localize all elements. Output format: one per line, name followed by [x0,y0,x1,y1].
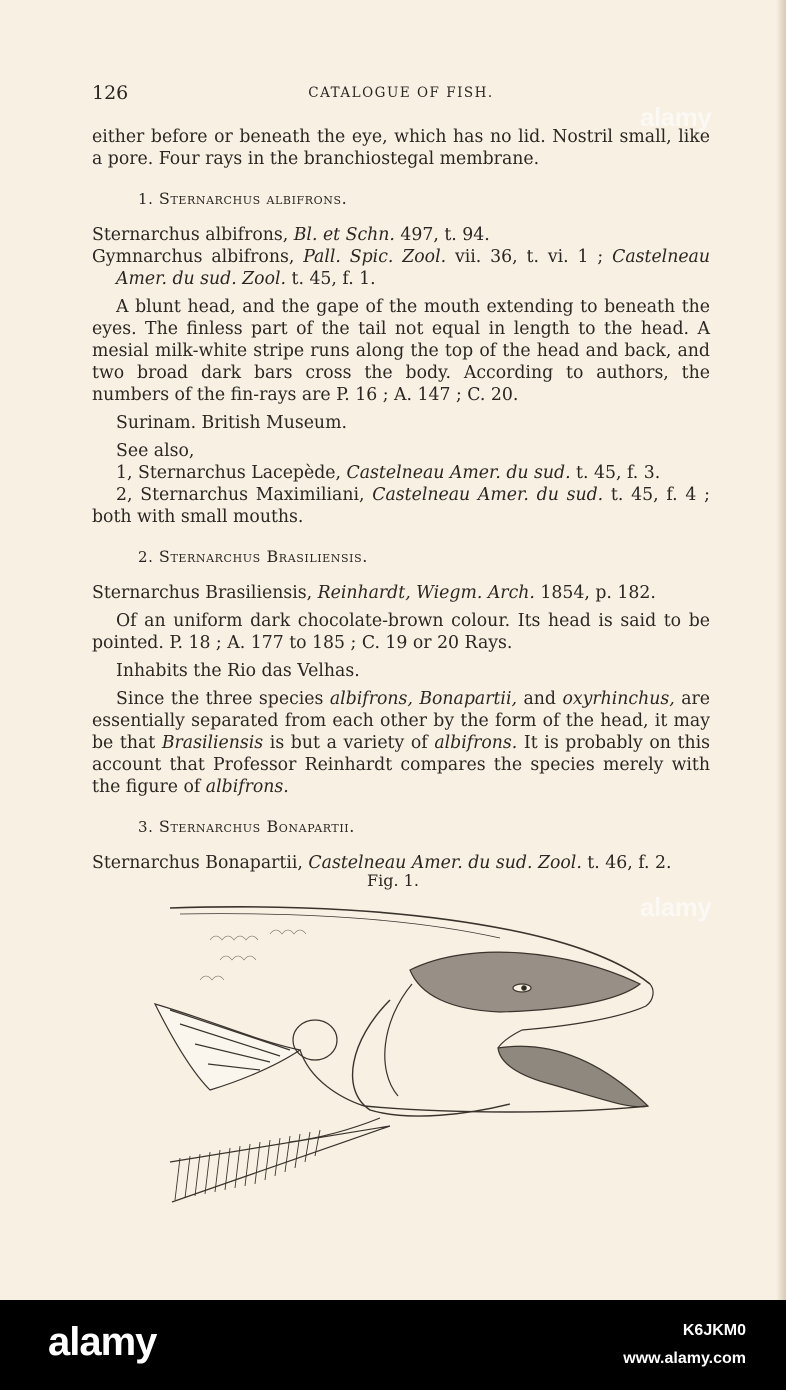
section-title: Sternarchus Bonapartii. [158,817,355,836]
see-also-line: See also, [116,441,195,461]
habitat-line: Inhabits the Rio das Velhas. [116,661,360,681]
watermark: alamy [640,102,712,132]
brand-logo: alamy [48,1320,157,1364]
remark-paragraph: Since the three species albifrons, Bonapartii, and oxyrhinchus, are essentially separated from each other by the form of the head, it may be that Brasiliensis is but a variety of albifrons. It is probably on this account that Professor Reinhardt compares the species merely with the figure of albifrons. [92,689,710,797]
description-paragraph: Of an uniform dark chocolate-brown colour. Its head is said to be pointed. P. 18 ; A. 177 to 185 ; C. 19 or 20 Rays. [92,611,710,653]
section-title: Sternarchus albifrons. [158,189,348,208]
page-number: 126 [92,82,129,104]
running-title: CATALOGUE OF FISH. [308,85,494,101]
see-also-item: 2, Sternarchus Maximiliani, Castelneau Amer. du sud. t. 45, f. 4 ; both with small mouths. [92,485,711,527]
stock-footer [0,1300,786,1390]
section-number: 1. [138,190,154,208]
image-id: K6JKM0 [682,1322,746,1339]
section-number: 3. [138,818,154,836]
see-also-item: 1, Sternarchus Lacepède, Castelneau Amer. du sud. t. 45, f. 3. [116,463,661,483]
section-heading-1 [138,188,710,210]
page-body [92,126,710,874]
description-paragraph: A blunt head, and the gape of the mouth extending to beneath the eyes. The finless part of the tail not equal in length to the head. A mesial milk-white stripe runs along the top of the head and back, and two broad dark bars cross the body. According to authors, the numbers of the fin-rays are P. 16 ; A. 147 ; C. 20. [92,297,710,405]
fish-head-illustration [150,900,670,1210]
section-heading-3 [138,816,710,838]
intro-paragraph: either before or beneath the eye, which has no lid. Nostril small, like a pore. Four rays in the branchiostegal membrane. [92,127,710,169]
synonym-line: Gymnarchus albifrons, Pall. Spic. Zool. vii. 36, t. vi. 1 ; Castelneau Amer. du sud. Zool. t. 45, f. 1. [92,247,710,289]
section-title: Sternarchus Brasiliensis. [158,547,368,566]
synonym-line: Sternarchus Brasiliensis, Reinhardt, Wiegm. Arch. 1854, p. 182. [92,583,656,603]
locality-line: Surinam. British Museum. [116,413,347,433]
section-number: 2. [138,548,154,566]
watermark: alamy [640,892,712,922]
synonym-line: Sternarchus Bonapartii, Castelneau Amer. du sud. Zool. t. 46, f. 2. [92,853,672,873]
site-url: www.alamy.com [623,1350,746,1367]
figure-caption: Fig. 1. [367,871,419,890]
page-header [92,82,710,108]
section-heading-2 [138,546,710,568]
synonym-line: Sternarchus albifrons, Bl. et Schn. 497, t. 94. [92,225,490,245]
